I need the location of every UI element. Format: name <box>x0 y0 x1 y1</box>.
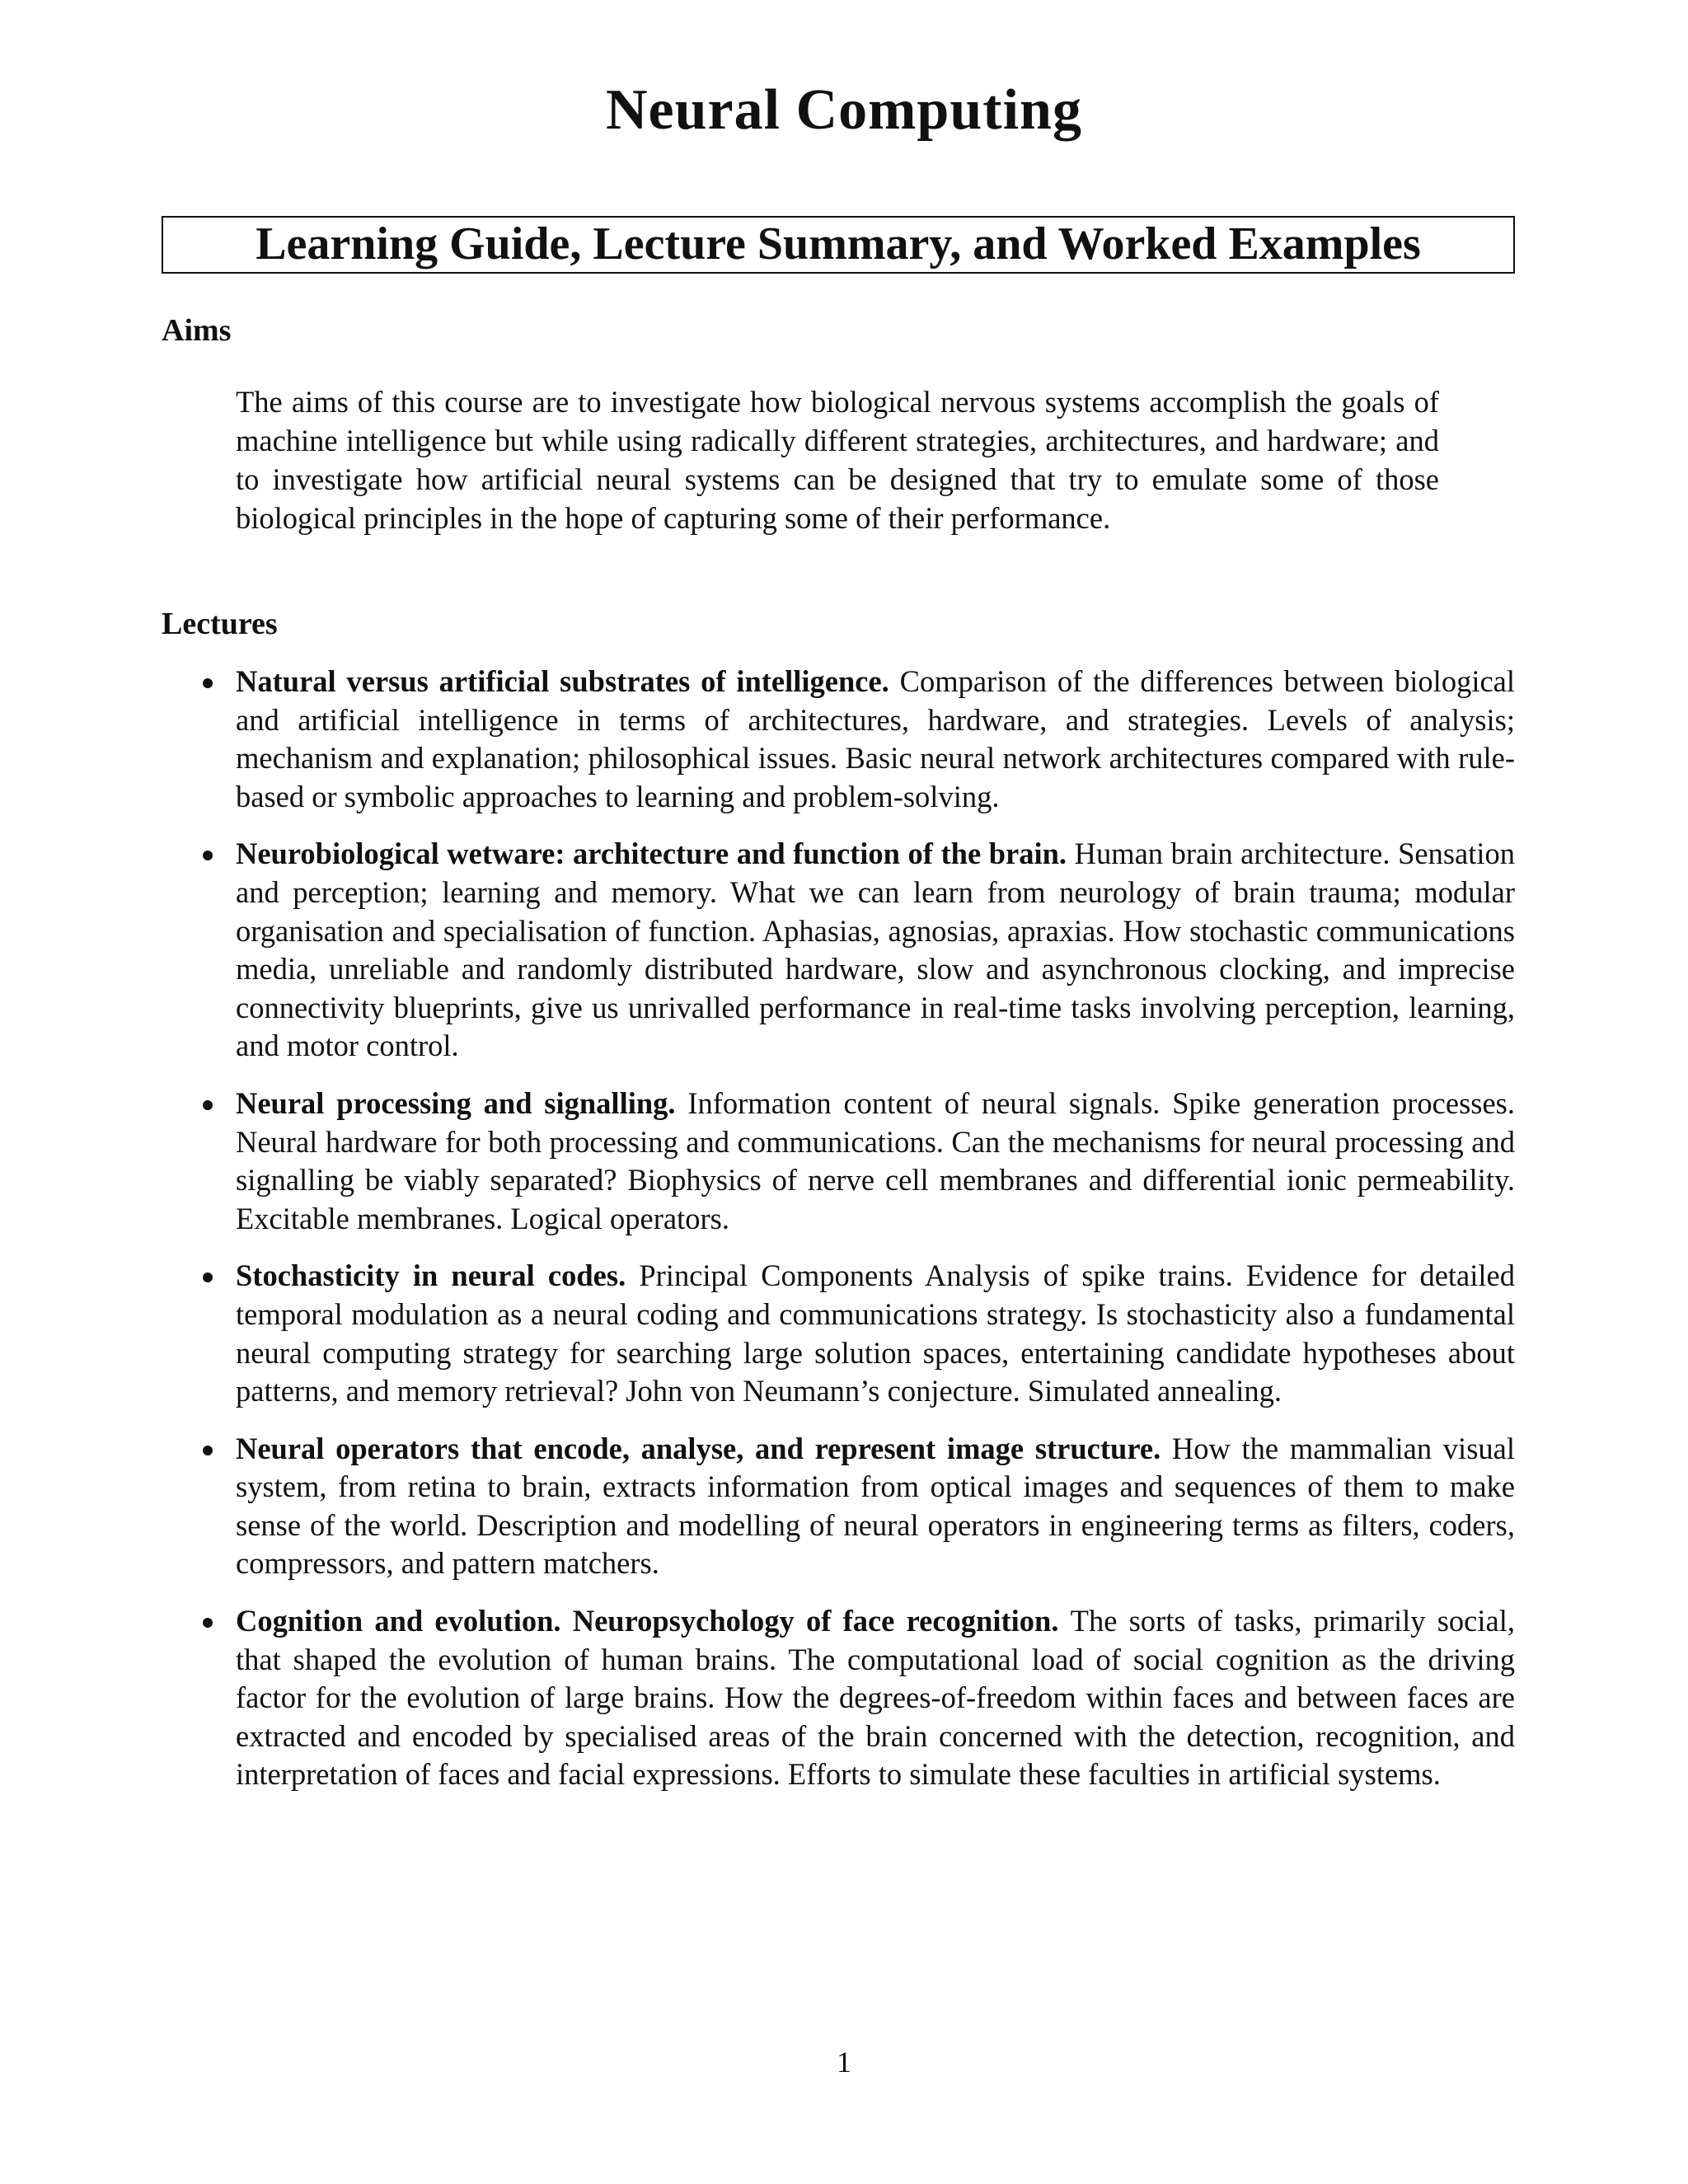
lecture-item <box>162 1430 1515 1583</box>
lecture-description: How the mammalian visual system, from retina to brain, extracts information from optical images and sequences of them to make sense of the world. Description and modelling of neural operators in engineering terms as filters, coders, compressors, and pattern matchers. <box>236 1431 1515 1581</box>
lecture-description: Information content of neural signals. Spike generation processes. Neural hardware for both processing and communications. Can the mechanisms for neural processing and signalling be viably separated? Biophysics of nerve cell membranes and differential ionic permeability. Excitable membranes. Logical operators. <box>236 1085 1516 1235</box>
lecture-title: Cognition and evolution. Neuropsychology of face recognition. <box>236 1604 1071 1638</box>
lectures-heading: Lectures <box>162 607 278 641</box>
lecture-title: Neurobiological wetware: architecture and function of the brain. <box>236 837 1075 871</box>
lecture-list <box>162 663 1515 1813</box>
lecture-description: Human brain architecture. Sensation and perception; learning and memory. What we can learn from neurology of brain trauma; modular organisation and specialisation of function. Aphasias, agnosias, apraxias. How stochastic communications media, unreliable and randomly distributed hardware, slow and asynchronous clocking, and imprecise connectivity blueprints, give us unrivalled performance in real-time tasks involving perception, learning, and motor control. <box>236 837 1516 1063</box>
aims-heading: Aims <box>162 313 232 348</box>
bullet-icon <box>203 1272 213 1282</box>
subtitle-box: Learning Guide, Lecture Summary, and Worked Examples <box>162 216 1515 274</box>
lecture-description: Comparison of the differences between biological and artificial intelligence in terms of architectures, hardware, and strategies. Levels of analysis; mechanism and explanation; philosophical issues. Basic neural network architectures compared with rule-based or symbolic approaches to learning and problem-solving. <box>236 664 1516 813</box>
lecture-title: Natural versus artificial substrates of intelligence. <box>236 664 900 698</box>
lecture-item <box>162 835 1515 1066</box>
bullet-icon <box>203 851 213 860</box>
lecture-description: Principal Components Analysis of spike trains. Evidence for detailed temporal modulation as a neural coding and communications strategy. Is stochasticity also a fundamental neural computing strategy for searching large solution spaces, entertaining candidate hypotheses about patterns, and memory retrieval? John von Neumann’s conjecture. Simulated annealing. <box>236 1258 1515 1408</box>
lecture-item <box>162 1602 1515 1794</box>
lecture-title: Stochasticity in neural codes. <box>236 1258 640 1293</box>
lecture-title: Neural processing and signalling. <box>236 1085 688 1120</box>
bullet-icon <box>203 1618 213 1628</box>
lecture-item <box>162 1085 1515 1238</box>
document-title: Neural Computing <box>606 78 1082 142</box>
lecture-description: The sorts of tasks, primarily social, that shaped the evolution of human brains. The computational load of social cognition as the driving factor for the evolution of large brains. How the degrees-of-freedom within faces and between faces are extracted and encoded by specialised areas of the brain concerned with the detection, recognition, and interpretation of faces and facial expressions. Efforts to simulate these faculties in artificial systems. <box>236 1604 1515 1792</box>
aims-paragraph: The aims of this course are to investigate how biological nervous systems accomplish the goals of machine intelligence but while using radically different strategies, architectures, and hardware; and to investigate how artificial neural systems can be designed that try to emulate some of those biological principles in the hope of capturing some of their performance. <box>236 385 1439 535</box>
page-number: 1 <box>837 2046 851 2079</box>
lecture-item <box>162 1257 1515 1410</box>
lecture-item <box>162 663 1515 816</box>
bullet-icon <box>203 1100 213 1110</box>
bullet-icon <box>203 1446 213 1455</box>
bullet-icon <box>203 678 213 688</box>
lecture-title: Neural operators that encode, analyse, and represent image structure. <box>236 1431 1172 1465</box>
